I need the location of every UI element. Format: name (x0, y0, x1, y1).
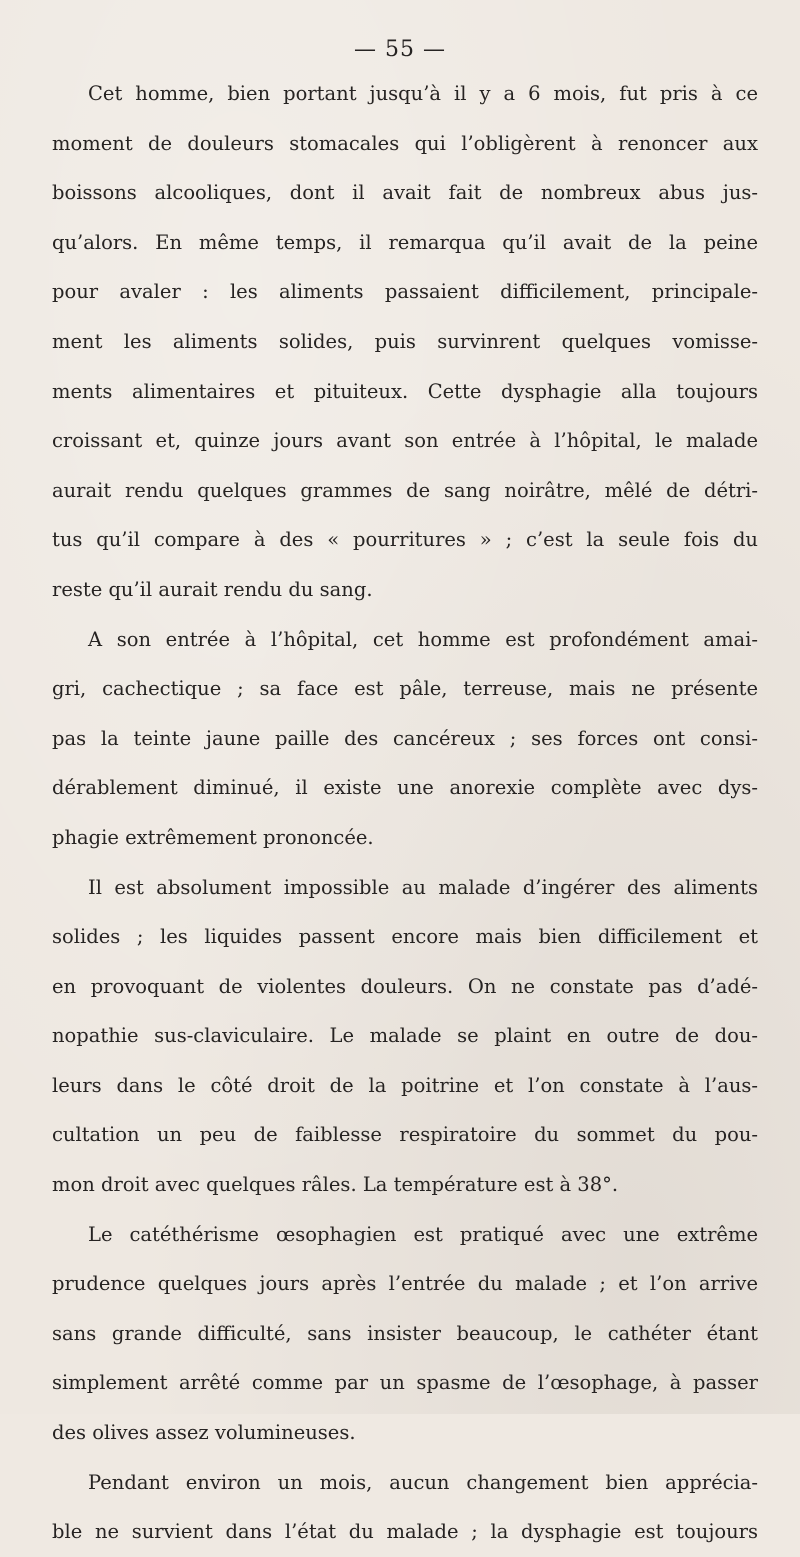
text-line: gri, cachectique ; sa face est pâle, terreuse, mais ne présente (52, 677, 758, 701)
text-line: moment de douleurs stomacales qui l’obligèrent à renoncer aux (52, 131, 758, 155)
text-line: cultation un peu de faiblesse respiratoire du sommet du pou- (52, 1123, 758, 1147)
text-line: Le catéthérisme œsophagien est pratiqué avec une extrême (88, 1222, 758, 1246)
text-line: leurs dans le côté droit de la poitrine et l’on constate à l’aus- (52, 1073, 758, 1097)
text-line: Il est absolument impossible au malade d’ingérer des aliments (88, 875, 758, 899)
text-line: des olives assez volumineuses. (52, 1421, 356, 1445)
text-line: phagie extrêmement prononcée. (52, 825, 374, 849)
text-line: nopathie sus-claviculaire. Le malade se plaint en outre de dou- (52, 1024, 758, 1048)
text-line: sans grande difficulté, sans insister beaucoup, le cathéter étant (52, 1321, 758, 1345)
text-line: prudence quelques jours après l’entrée du malade ; et l’on arrive (52, 1272, 758, 1296)
text-line: dérablement diminué, il existe une anorexie complète avec dys- (52, 776, 758, 800)
text-line: Cet homme, bien portant jusqu’à il y a 6 mois, fut pris à ce (88, 82, 758, 105)
text-line: aurait rendu quelques grammes de sang noirâtre, mêlé de détri- (52, 478, 758, 502)
text-line: ble ne survient dans l’état du malade ; la dysphagie est toujours (52, 1520, 758, 1544)
body-text (52, 69, 758, 1557)
text-line: ments alimentaires et pituiteux. Cette dysphagie alla toujours (52, 379, 758, 403)
text-line: boissons alcooliques, dont il avait fait de nombreux abus jus- (52, 181, 758, 205)
text-line: simplement arrêté comme par un spasme de l’œsophage, à passer (52, 1371, 758, 1395)
text-line: qu’alors. En même temps, il remarqua qu’il avait de la peine (52, 230, 758, 254)
text-line: A son entrée à l’hôpital, cet homme est profondément amai- (88, 627, 758, 651)
text-line: tus qu’il compare à des « pourritures » ; c’est la seule fois du (52, 528, 758, 552)
text-line: reste qu’il aurait rendu du sang. (52, 577, 373, 601)
text-line: ment les aliments solides, puis survinrent quelques vomisse- (52, 329, 758, 353)
text-line: croissant et, quinze jours avant son entrée à l’hôpital, le malade (52, 429, 758, 453)
page-number: — 55 — (354, 37, 446, 62)
text-line: Pendant environ un mois, aucun changement bien apprécia- (88, 1470, 758, 1494)
text-line: solides ; les liquides passent encore mais bien difficilement et (52, 925, 758, 949)
text-line: mon droit avec quelques râles. La température est à 38°. (52, 1173, 619, 1197)
text-line: pour avaler : les aliments passaient difficilement, principale- (52, 280, 758, 304)
text-line: pas la teinte jaune paille des cancéreux ; ses forces ont consi- (52, 726, 758, 750)
text-line: en provoquant de violentes douleurs. On ne constate pas d’adé- (52, 974, 758, 998)
